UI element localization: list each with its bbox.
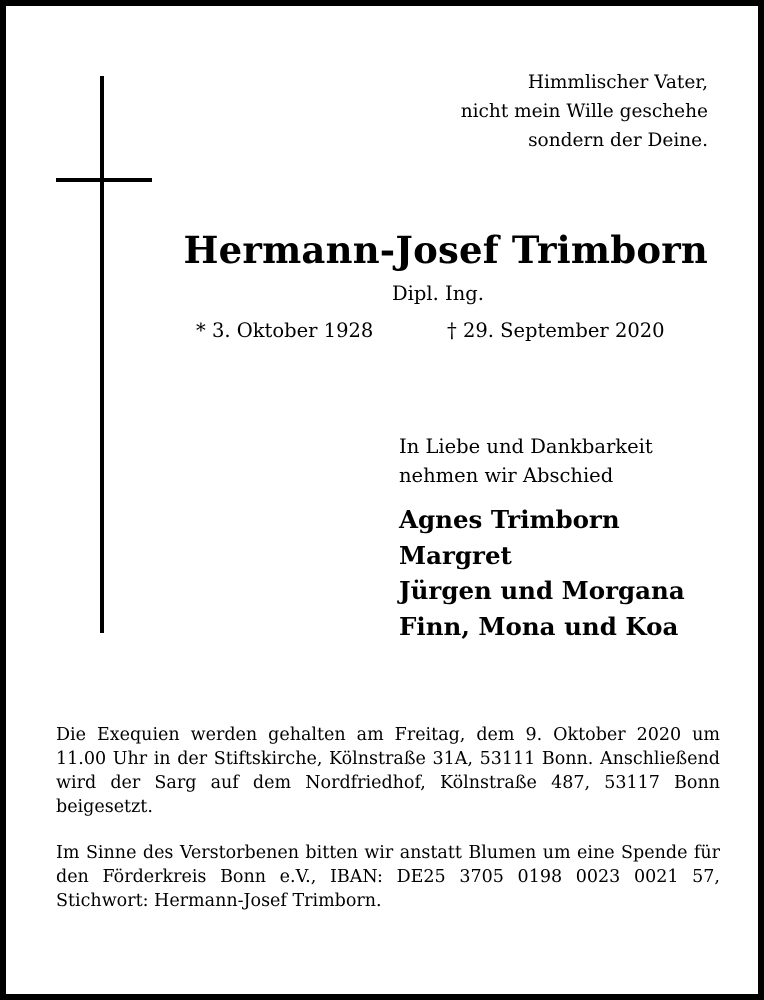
farewell-text [399,432,653,490]
bible-verse [461,68,708,155]
funeral-notice: Die Exequien werden gehalten am Freitag, dem 9. Oktober 2020 um 11.00 Uhr in der Stiftskirche, Kölnstraße 31A, 53111 Bonn. Anschließend wird der Sarg auf dem Nordfriedhof, Kölnstraße 487, 53117 Bonn beigesetzt. [56,725,720,817]
mourner-name: Finn, Mona und Koa [399,611,679,641]
donation-notice: Im Sinne des Verstorbenen bitten wir anstatt Blumen um eine Spende für den Förderkreis Bonn e.V., IBAN: DE25 3705 0198 0023 0021 57, Stichwort: Hermann-Josef Trimborn. [56,843,720,911]
deceased-degree: Dipl. Ing. [392,282,484,305]
mourner-name: Margret [399,540,512,570]
verse-line: Himmlischer Vater, [527,72,708,93]
farewell-line: nehmen wir Abschied [399,464,614,487]
farewell-line: In Liebe und Dankbarkeit [399,435,653,458]
mourner-name: Agnes Trimborn [399,505,620,534]
verse-line: sondern der Deine. [528,130,708,151]
deceased-name: Hermann-Josef Trimborn [183,228,708,272]
cross-horizontal-bar [56,178,152,182]
mourners-list [399,502,685,644]
mourner-name: Jürgen und Morgana [399,576,685,605]
verse-line: nicht mein Wille geschehe [460,101,708,122]
birth-date: * 3. Oktober 1928 [196,319,374,342]
death-date: † 29. September 2020 [447,319,665,342]
cross-vertical-bar [100,76,104,633]
